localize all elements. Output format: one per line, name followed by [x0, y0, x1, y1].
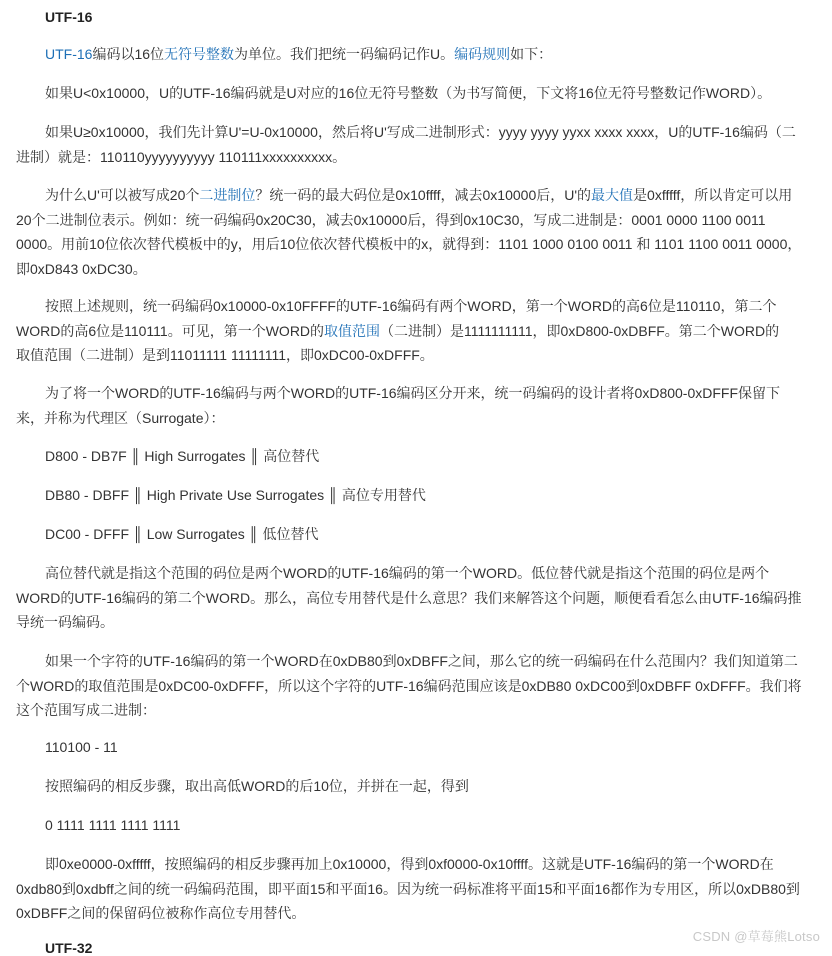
- paragraph-binary-range: 110100 - 11: [45, 739, 118, 755]
- paragraph-intro: UTF-16编码以16位无符号整数为单位。我们把统一码编码记作U。编码规则如下：: [45, 46, 553, 62]
- range-high-surrogates: D800 - DB7F ║ High Surrogates ║ 高位替代: [45, 448, 320, 464]
- paragraph-rule-1: 如果U<0x10000，U的UTF-16编码就是U对应的16位无符号整数（为书写简便，下文将16位无符号整数记作WORD）。: [45, 85, 772, 101]
- section-heading-utf32: UTF-32: [45, 940, 93, 956]
- range-low-surrogates: DC00 - DFFF ║ Low Surrogates ║ 低位替代: [45, 526, 319, 542]
- paragraph-binary-result: 0 1111 1111 1111 1111: [45, 817, 181, 833]
- paragraph-rule-2: 如果U≥0x10000，我们先计算U'=U-0x10000，然后将U'写成二进制形式：yyyy yyyy yyxx xxxx xxxx，U的UTF-16编码（二 进制）就是：110110yyyyyyyyyy 110111xxxxxxxxxx。: [16, 124, 796, 165]
- range-high-private-surrogates: DB80 - DBFF ║ High Private Use Surrogates ║ 高位专用替代: [45, 487, 426, 503]
- paragraph-first-word-range: 如果一个字符的UTF-16编码的第一个WORD在0xDB80到0xDBFF之间，那么它的统一码编码在什么范围内？我们知道第二 个WORD的取值范围是0xDC00-0xDFFF，所以这个字符的UTF-16编码范围应该是0xDB80 0xDC00到0xDBFF 0xDFFF。我们将 这个范围写成二进制：: [16, 653, 802, 718]
- paragraph-surrogate-area: 为了将一个WORD的UTF-16编码与两个WORD的UTF-16编码区分开来，统一码编码的设计者将0xD800-0xDFFF保留下 来，并称为代理区（Surrogate）：: [16, 385, 781, 426]
- link-encoding-rule[interactable]: 编码规则: [454, 46, 511, 62]
- paragraph-word-ranges: 按照上述规则，统一码编码0x10000-0x10FFFF的UTF-16编码有两个WORD，第一个WORD的高6位是110110，第二个 WORD的高6位是110111。可见，第一个WORD的取值范围（二进制）是1111111111，即0xD800-0xDBFF。第二个WORD的 取值范围（二进制）是到11011111 11111111，即0xDC00-0xDFFF。: [16, 298, 780, 363]
- link-max-value[interactable]: 最大值: [591, 187, 634, 203]
- link-unsigned-integer[interactable]: 无符号整数: [164, 46, 235, 62]
- paragraph-plane-15-16: 即0xe0000-0xfffff，按照编码的相反步骤再加上0x10000，得到0xf0000-0x10ffff。这就是UTF-16编码的第一个WORD在 0xdb80到0xdbff之间的统一码编码范围，即平面15和平面16。因为统一码标准将平面15和平面16都作为专用区，所以0xDB80到 0xDBFF之间的保留码位被称作高位专用替代。: [16, 856, 800, 921]
- csdn-watermark: CSDN @草莓熊Lotso: [692, 929, 820, 944]
- paragraph-why-20-bits: 为什么U'可以被写成20个二进制位？统一码的最大码位是0x10ffff，减去0x10000后，U'的最大值是0xfffff，所以肯定可以用 20个二进制位表示。例如：统一码编码0x20C30，减去0x10000后，得到0x10C30，写成二进制是：0001 0000 1100 0011 0000。用前10位依次替代模板中的y，用后10位依次替代模板中的x，就得到：1101 1000 0100 0011 和 1101 1100 0011 0000， 即0xD843 0xDC30。: [16, 187, 802, 277]
- paragraph-reverse-steps: 按照编码的相反步骤，取出高低WORD的后10位，并拼在一起，得到: [45, 778, 469, 794]
- paragraph-surrogate-explanation: 高位替代就是指这个范围的码位是两个WORD的UTF-16编码的第一个WORD。低位替代就是指这个范围的码位是两个 WORD的UTF-16编码的第二个WORD。那么，高位专用替代是什么意思？我们来解答这个问题，顺便看看怎么由UTF-16编码推 导统一码编码。: [16, 565, 802, 630]
- section-heading-utf16: UTF-16: [45, 9, 93, 25]
- link-binary-bit[interactable]: 二进制位: [199, 187, 256, 203]
- link-utf16[interactable]: UTF-16: [45, 46, 93, 62]
- link-value-range[interactable]: 取值范围: [324, 322, 381, 339]
